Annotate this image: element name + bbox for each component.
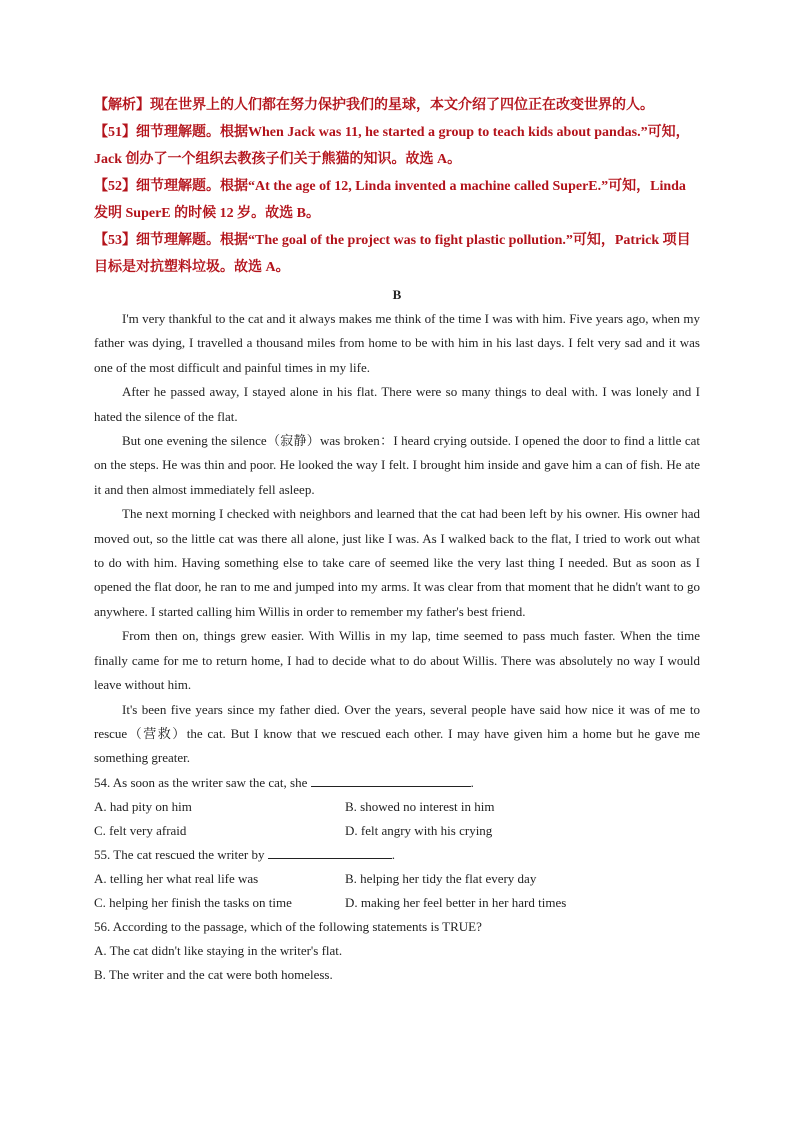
passage-paragraph-2: After he passed away, I stayed alone in his flat. There were so many things to deal with. I was lonely and I hated the silence of the flat. [94, 384, 700, 424]
option-56-b: B. The writer and the cat were both homeless. [94, 966, 333, 982]
option-54-c: C. felt very afraid [94, 822, 187, 838]
question-55 [94, 843, 700, 915]
analysis-q52: 【52】细节理解题。根据“At the age of 12, Linda invented a machine called SuperE.”可知，Linda 发明 SuperE 的时候 12 岁。故选 B。 [94, 179, 686, 221]
question-56-stem: 56. According to the passage, which of the following statements is TRUE? [94, 918, 482, 934]
option-55-c: C. helping her finish the tasks on time [94, 894, 292, 910]
passage-paragraph-6: It's been five years since my father died. Over the years, several people have said how nice it was of me to rescue（营救）the cat. But I know that we rescued each other. I may have given him a home but he gave me something greater. [94, 701, 700, 766]
passage-paragraph-3: But one evening the silence（寂静）was broken：I heard crying outside. I opened the door to find a little cat on the steps. He was thin and poor. He looked the way I felt. I brought him inside and gave him a can of fish. He ate it and then almost immediately fell asleep. [94, 433, 700, 497]
option-54-d: D. felt angry with his crying [345, 822, 493, 838]
answer-blank [268, 844, 392, 859]
question-54-options [94, 795, 700, 843]
question-54-end: . [470, 774, 474, 790]
question-55-stem-text: 55. The cat rescued the writer by [94, 846, 265, 862]
option-55-a: A. telling her what real life was [94, 870, 259, 886]
question-54-stem-text: 54. As soon as the writer saw the cat, she [94, 774, 308, 790]
analysis-block [94, 92, 700, 281]
answer-blank [311, 772, 471, 787]
question-54-stem [94, 771, 700, 795]
passage [94, 307, 700, 771]
option-55-b: B. helping her tidy the flat every day [345, 870, 537, 886]
analysis-intro: 【解析】现在世界上的人们都在努力保护我们的星球，本文介绍了四位正在改变世界的人。 [94, 98, 654, 113]
option-54-b: B. showed no interest in him [345, 798, 495, 814]
question-54 [94, 771, 700, 843]
section-letter: B [392, 287, 402, 302]
passage-paragraph-5: From then on, things grew easier. With Willis in my lap, time seemed to pass much faster. When the time finally came for me to return home, I had to decide what to do about Willis. There was absolutely no way I would leave without him. [94, 628, 700, 693]
passage-paragraph-1: I'm very thankful to the cat and it always makes me think of the time I was with him. Five years ago, when my father was dying, I travelled a thousand miles from home to be with him in his last days. I felt very sad and it was one of the most difficult and painful times in my life. [94, 311, 700, 375]
passage-paragraph-4: The next morning I checked with neighbors and learned that the cat had been left by his owner. His owner had moved out, so the little cat was there all alone, just like I was. As I walked back to the flat, I tried to work out what to do with him. Having something else to take care of seemed like the very last thing I needed. But as soon as I opened the flat door, he ran to me and jumped into my arms. It was clear from that moment that he didn't want to go anywhere. I started calling him Willis in order to remember my father's best friend. [94, 506, 700, 619]
option-54-a: A. had pity on him [94, 798, 192, 814]
question-56 [94, 915, 700, 987]
option-55-d: D. making her feel better in her hard times [345, 894, 567, 910]
option-56-a: A. The cat didn't like staying in the writer's flat. [94, 942, 343, 958]
analysis-q51: 【51】细节理解题。根据When Jack was 11, he started a group to teach kids about pandas.”可知，Jack 创办了一个组织去教孩子们关于熊猫的知识。故选 A。 [94, 125, 690, 167]
question-55-end: . [391, 846, 395, 862]
question-55-stem [94, 843, 700, 867]
analysis-q53: 【53】细节理解题。根据“The goal of the project was to fight plastic pollution.”可知，Patrick 项目目标是对抗塑料垃圾。故选 A。 [94, 233, 691, 275]
question-55-options [94, 867, 700, 915]
